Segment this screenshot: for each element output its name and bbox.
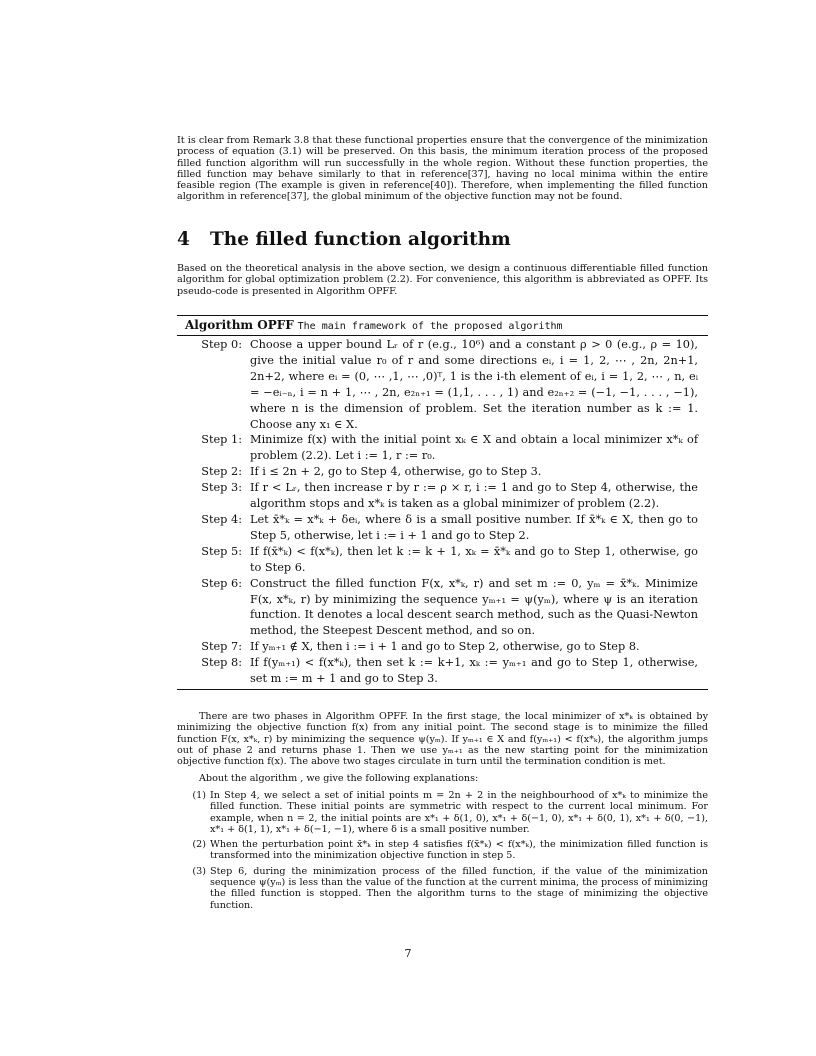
- algorithm-step: [177, 544, 708, 576]
- algorithm-step: [177, 337, 708, 432]
- explanation-item: [177, 866, 708, 911]
- algorithm-bottom-rule: [177, 689, 708, 690]
- step-text: Minimize f(x) with the initial point xₖ ∈ X and obtain a local minimizer x*ₖ of problem (2.2). Let i := 1, r := r₀.: [250, 433, 698, 463]
- algorithm-step: [177, 639, 708, 655]
- explanation-text: When the perturbation point x̄*ₖ in step 4 satisfies f(x̄*ₖ) < f(x*ₖ), the minimization filled function is transformed into the minimization objective function in step 5.: [210, 839, 708, 862]
- algorithm-step: [177, 512, 708, 544]
- explanation-number: (1): [192, 790, 206, 801]
- step-text: Construct the filled function F(x, x*ₖ, r) and set m := 0, yₘ = x̄*ₖ. Minimize F(x, x*ₖ, r) by minimizing the sequence yₘ₊₁ = ψ(yₘ), where ψ is an iteration function. It denotes a local descent search method, such as the Quasi-Newton method, the Steepest Descent method, and so on.: [250, 576, 698, 638]
- step-label: Step 2:: [201, 465, 242, 479]
- algorithm-step: [177, 655, 708, 687]
- step-text: If yₘ₊₁ ∉ X, then i := i + 1 and go to Step 2, otherwise, go to Step 8.: [250, 640, 640, 654]
- explanation-item: [177, 790, 708, 835]
- section-intro-paragraph: Based on the theoretical analysis in the above section, we design a continuous differentiable filled function algorithm for global optimization problem (2.2). For convenience, this algorithm is abbreviated as OPFF. Its pseudo-code is presented in Algorithm OPFF.: [177, 263, 708, 297]
- two-phases-paragraph: There are two phases in Algorithm OPFF. In the first stage, the local minimizer of x*ₖ is obtained by minimizing the objective function f(x) from any initial point. The second stage is to minimize the filled function F(x, x*ₖ, r) by minimizing the sequence ψ(yₘ). If yₘ₊₁ ∈ X and f(yₘ₊₁) < f(x*ₖ), the algorithm jumps out of phase 2 and returns phase 1. Then we use yₘ₊₁ as the new starting point for the minimization objective function f(x). The above two stages circulate in turn until the termination condition is met.: [177, 711, 708, 768]
- algorithm-step: [177, 576, 708, 640]
- intro-paragraph: It is clear from Remark 3.8 that these functional properties ensure that the convergence of the minimization process of equation (3.1) will be preserved. On this basis, the minimum iteration process of the proposed filled function algorithm will run successfully in the whole region. Without these function properties, the filled function may behave similarly to that in reference[37], having no local minima within the entire feasible region (The example is given in reference[40]). Therefore, when implementing the filled function algorithm in reference[37], the global minimum of the objective function may not be found.: [177, 135, 708, 203]
- explanations-list: [177, 790, 708, 915]
- step-text: If f(yₘ₊₁) < f(x*ₖ), then set k := k+1, xₖ := yₘ₊₁ and go to Step 1, otherwise, set m := m + 1 and go to Step 3.: [250, 656, 698, 686]
- step-text: If i ≤ 2n + 2, go to Step 4, otherwise, go to Step 3.: [250, 465, 542, 479]
- algorithm-step: [177, 432, 708, 464]
- step-label: Step 4:: [201, 512, 242, 526]
- explanation-number: (2): [192, 839, 206, 851]
- step-label: Step 5:: [201, 544, 242, 558]
- section-heading: [177, 229, 511, 250]
- algorithm-step: [177, 480, 708, 512]
- algorithm-box: [177, 315, 708, 690]
- step-label: Step 8:: [201, 656, 242, 670]
- algorithm-caption: The main framework of the proposed algorithm: [297, 321, 563, 332]
- step-text: Let x̄*ₖ = x*ₖ + δeᵢ, where δ is a small positive number. If x̄*ₖ ∈ X, then go to Step 5, otherwise, let i := i + 1 and go to Step 2.: [250, 512, 698, 542]
- algorithm-name: Algorithm OPFF: [185, 318, 294, 332]
- algorithm-steps: [177, 336, 708, 689]
- section-title: The filled function algorithm: [210, 229, 511, 250]
- step-label: Step 3:: [201, 481, 242, 495]
- algorithm-header: [177, 316, 708, 335]
- step-text: Choose a upper bound Lᵣ of r (e.g., 10⁶) and a constant ρ > 0 (e.g., ρ = 10), give the initial value r₀ of r and some directions eᵢ, i = 1, 2, ⋯ , 2n, 2n+1, 2n+2, where eᵢ = (0, ⋯ ,1, ⋯ ,0)ᵀ, 1 is the i-th element of eᵢ, i = 1, 2, ⋯ , n, eᵢ = −eᵢ₋ₙ, i = n + 1, ⋯ , 2n, e₂ₙ₊₁ = (1,1, . . . , 1) and e₂ₙ₊₂ = (−1, −1, . . . , −1), where n is the dimension of problem. Set the iteration number as k := 1. Choose any x₁ ∈ X.: [250, 338, 698, 431]
- step-text: If f(x̄*ₖ) < f(x*ₖ), then let k := k + 1, xₖ = x̄*ₖ and go to Step 1, otherwise, go to Step 6.: [250, 544, 698, 574]
- algorithm-step: [177, 464, 708, 480]
- step-label: Step 7:: [201, 640, 242, 654]
- step-label: Step 6:: [201, 576, 242, 590]
- explanation-text: In Step 4, we select a set of initial points m = 2n + 2 in the neighbourhood of x*ₖ to minimize the filled function. These initial points are symmetric with respect to the current local minimum. For example, when n = 2, the initial points are x*₁ + δ(1, 0), x*₁ + δ(−1, 0), x*₁ + δ(0, 1), x*₁ + δ(0, −1), x*₁ + δ(1, 1), x*₁ + δ(−1, −1), where δ is a small positive number.: [210, 790, 708, 835]
- explanation-item: [177, 839, 708, 862]
- step-label: Step 0:: [201, 338, 242, 351]
- explanations-intro: About the algorithm , we give the following explanations:: [199, 773, 479, 784]
- step-text: If r < Lᵣ, then increase r by r := ρ × r, i := 1 and go to Step 4, otherwise, the algorithm stops and x*ₖ is taken as a global minimizer of problem (2.2).: [250, 481, 698, 511]
- explanation-text: Step 6, during the minimization process of the filled function, if the value of the minimization sequence ψ(yₘ) is less than the value of the function at the current minima, the process of minimizing the filled function is stopped. Then the algorithm turns to the stage of minimizing the objective function.: [210, 865, 708, 911]
- step-label: Step 1:: [201, 433, 242, 447]
- section-number: 4: [177, 229, 190, 250]
- explanation-number: (3): [192, 865, 206, 877]
- page-number: 7: [404, 947, 412, 960]
